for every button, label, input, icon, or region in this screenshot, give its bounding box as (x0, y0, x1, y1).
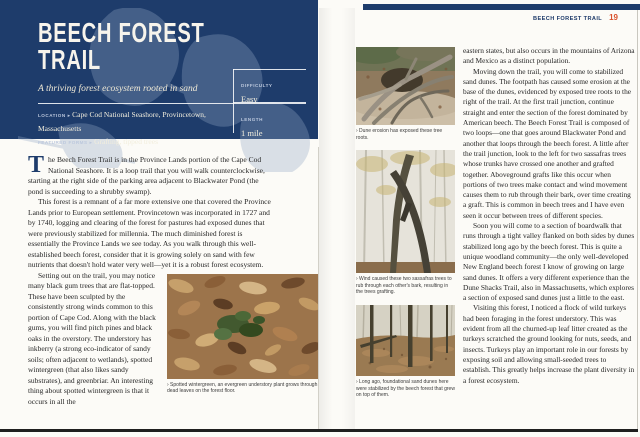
location-row (38, 108, 234, 133)
difficulty-block (241, 74, 272, 104)
length-block (241, 108, 263, 138)
hero-panel (0, 0, 318, 146)
length-label: LENGTH (241, 117, 263, 122)
right-page-edge (637, 10, 638, 429)
hero-content (0, 0, 318, 146)
grafted-trees-caption: › Wind caused these two sassafras trees to rub through each other's bark, resulting in the trees grafting. (356, 276, 452, 296)
body-paragraph-1 (28, 152, 319, 197)
forest-floor-figure (167, 274, 319, 395)
running-header-title: BEECH FOREST TRAIL (533, 16, 603, 22)
length-value: 1 mile (241, 128, 263, 138)
forest-floor-caption: › Spotted wintergreen, an evergreen understory plant grows through dead leaves on the forest floor. (167, 381, 318, 395)
location-label: LOCATION (38, 113, 66, 118)
difficulty-label: DIFFICULTY (241, 83, 273, 88)
divider (233, 69, 306, 70)
left-page-edge (318, 147, 319, 429)
dune-roots-caption: › Dune erosion has exposed these tree roots. (356, 128, 443, 141)
right-page-body (463, 46, 635, 386)
grafted-trees-photo (356, 150, 455, 273)
dune-forest-photo (356, 305, 455, 376)
featured-forms-label: FEATURED FORMS (38, 140, 88, 145)
page-number: 19 (609, 13, 618, 22)
title-line-2: TRAIL (38, 44, 101, 75)
body-paragraph: Visiting this forest, I noticed a flock of wild turkeys had been foraging in the forest understory. This was evident from all the churned-up leaf litter created as the turkeys scratched the ground looking for nuts, seeds, and insects. Turkeys play an important role in our forests by exposing soil and allowing small-seeded trees to establish. This greatly helps increase the plant diversity in a forest ecosystem. (463, 303, 635, 385)
drop-cap: T (28, 152, 45, 178)
top-accent-bar (363, 4, 640, 10)
page-title (38, 19, 205, 73)
difficulty-value: Easy (241, 94, 258, 104)
arrow-icon: ▸ (89, 140, 93, 146)
photo-column (356, 47, 455, 408)
body-paragraph-3: Setting out on the trail, you may notice many black gum trees that are flat-topped. These have been sculpted by the consistently strong winds common to this portion of Cape Cod. Along with the black gums, you will find pitch pines and black oaks in the overstory. The understory has inkberry (a strong eco-indicator of sandy soils; often adjacent to wetlands), spotted wintergreen (that also likes sandy substrates), and greenbriar. An interesting thing about spotted wintergreen is that it occurs in all the (28, 270, 156, 406)
featured-forms-value: Grafting, tipped trees (94, 137, 158, 146)
page-gutter (319, 8, 355, 429)
forest-floor-photo (167, 274, 319, 379)
left-page-body (28, 152, 319, 407)
trail-meta (38, 108, 234, 151)
dune-forest-caption: › Long ago, foundational sand dunes here were stabilized by the beech forest that grew on top of them. (356, 378, 455, 399)
body-paragraph-2: This forest is a remnant of a far more extensive one that covered the Province Lands prior to European settlement. Provincetown was incorporated in 1727 and by 1740, logging and clearing of the forest for pastures had exposed dunes that were previously stabilized for millennia. The much diminished forest is essentially the Province Lands we see today. As you walk through this well-established beech forest, consider that it is growing solely on sand with few nutrients that doesn't hold water very well—yet it is a robust forest ecosystem. (28, 197, 271, 269)
body-paragraph: Moving down the trail, you will come to stabilized sand dunes. The footpath has caused some erosion at the base of the dunes, evidenced by exposed tree roots to the right of the trail. At the first trail junction, continue straight and enter the section of the forest dominated by American beech. The Beech Forest Trail is composed of two loops—one that goes around Blackwater Pond and another that loops through the beech forest. A little after the trail junction, look to the left for two sassafras trees whose trunks have crossed one another and grafted together. Aboveground grafts like this occur when portions of two trees make contact and wind movement causes them to rub through their bark, over time creating a graft. This is common in beech trees and I have even seen it occur between trees of different species. (463, 66, 632, 220)
grafted-trees-figure (356, 150, 455, 296)
title-line-1: BEECH FOREST (38, 17, 205, 48)
arrow-icon: ▸ (67, 113, 71, 119)
body-paragraph: Soon you will come to a section of boardwalk that runs through a tight valley flanked on both sides by dunes stabilized long ago by the beech forest. This is quite a unique woodland community—the only well-developed New England beech forest I know of growing on large sand dunes. It offers a very different experience than the Dune Shacks Trail, also in Massachusetts, which explores a section of exposed sand dunes just a little to the east. (463, 221, 635, 303)
location-value: Cape Cod National Seashore, Provincetown, Massachusetts (38, 110, 206, 133)
paragraph-text: he Beech Forest Trail is in the Province Lands portion of the Cape Cod National Seashore. It is a loop trail that you will walk counterclockwise, starting at the right side of the parking area adjacent to Blackwater Pond (the pond is succeeding to a shrubby swamp). (28, 155, 265, 196)
dune-roots-photo (356, 47, 455, 125)
dune-forest-figure (356, 305, 455, 399)
featured-forms-row (38, 135, 234, 149)
book-bottom-edge (0, 429, 638, 432)
body-paragraph-3-wrap (28, 271, 319, 408)
body-paragraph-continued: eastern states, but also occurs in the mountains of Arizona and Mexico as a distinct population. (463, 46, 635, 66)
dune-roots-figure (356, 47, 455, 141)
running-header (533, 13, 618, 22)
subtitle: A thriving forest ecosystem rooted in sand (38, 84, 198, 94)
